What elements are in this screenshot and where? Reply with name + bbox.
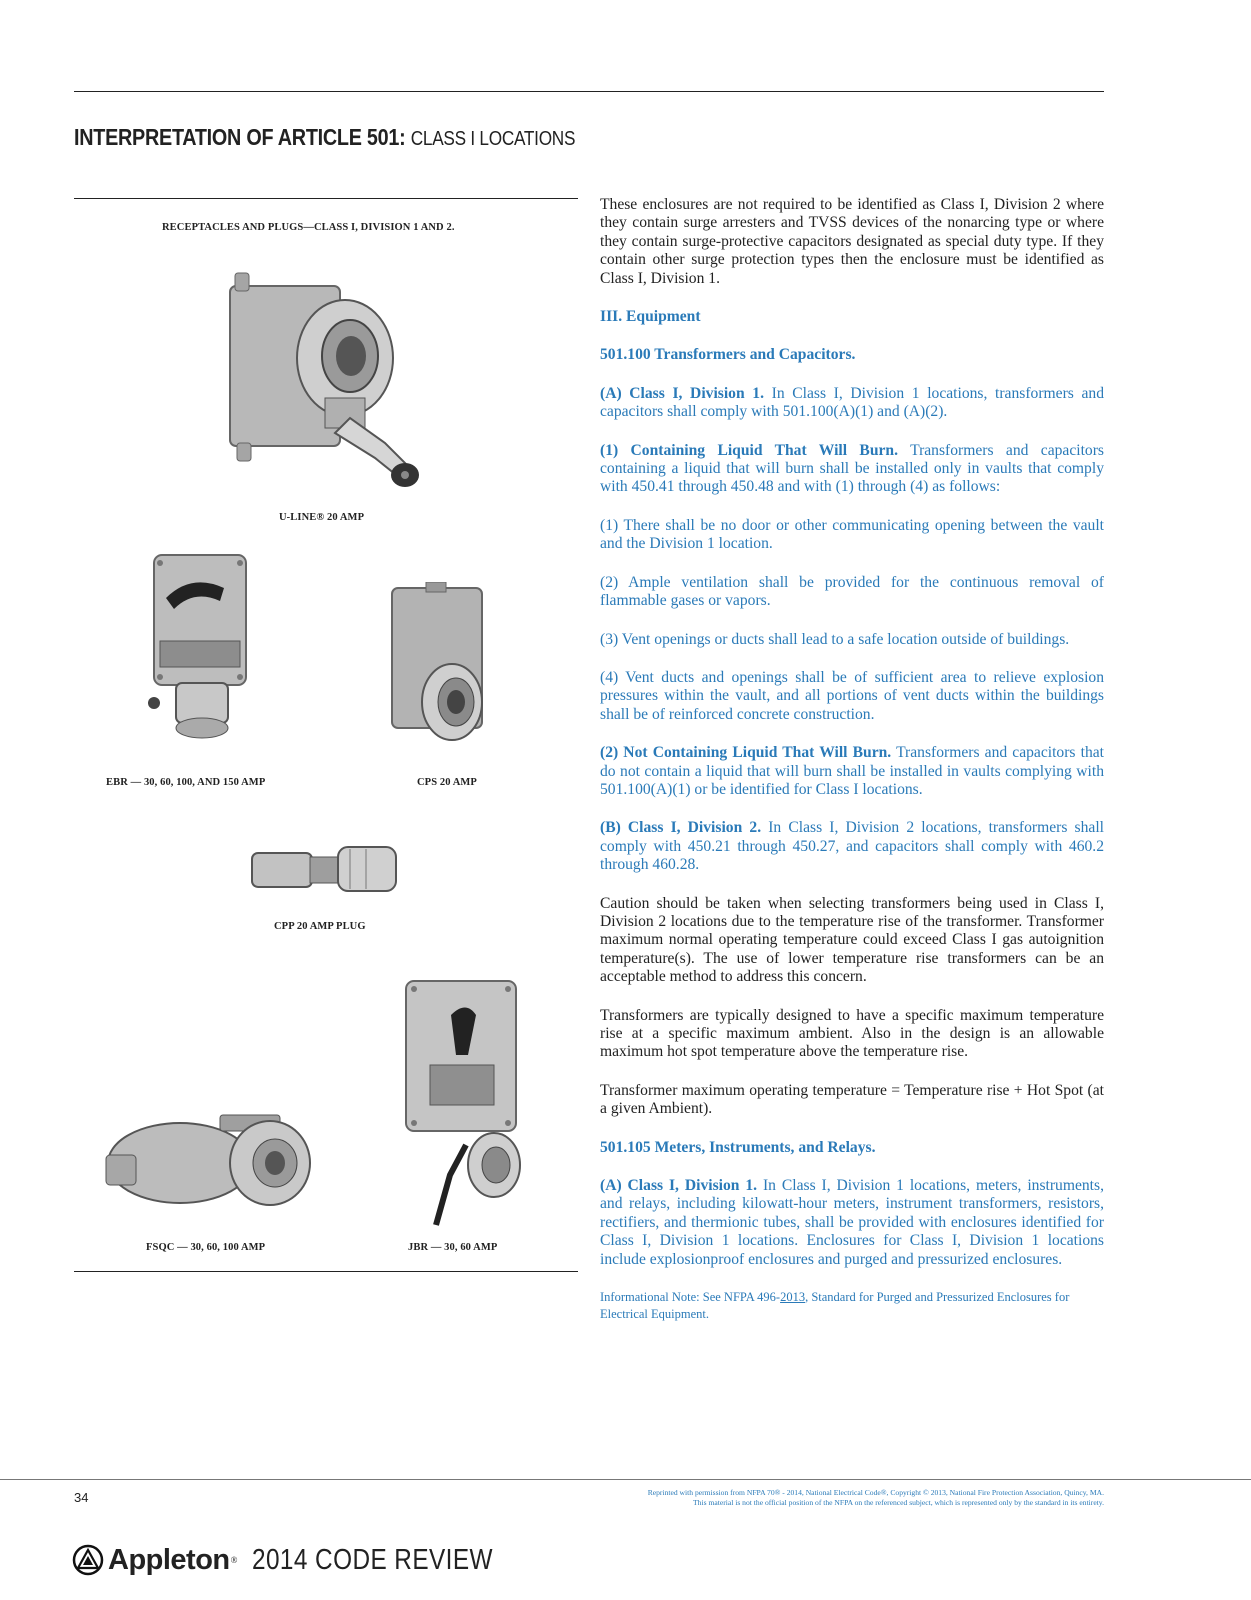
reprint-notice — [648, 1488, 1104, 1508]
informational-note-pre: Informational Note: See NFPA 496- — [600, 1290, 781, 1305]
subsection-b-text: In Class I, Division 2 locations, transformers shall comply with 450.21 through 450.27, and capacitors shall comply with 460.2 through 460.28. — [600, 819, 1104, 874]
cps-caption: CPS 20 AMP — [417, 777, 477, 788]
cps-receptacle-image — [388, 582, 486, 752]
reprint-line-2: This material is not the official position of the NFPA on the referenced subject, which is represented only by the standard in its entirety. — [693, 1498, 1104, 1507]
cpp-plug-image — [250, 843, 402, 895]
body-text-column — [600, 196, 1104, 1343]
uline-receptacle-image — [225, 268, 425, 498]
footer-rule — [0, 1479, 1251, 1480]
subsection-b-paragraph — [600, 819, 1104, 874]
informational-note-post: , Standard for Purged and Pressurized Enclosures for Electrical Equipment. — [600, 1290, 1070, 1322]
page-title-light: CLASS I LOCATIONS — [410, 128, 576, 150]
subsection-a-heading: (A) Class I, Division 1. — [600, 384, 764, 402]
jbr-caption: JBR — 30, 60 AMP — [408, 1242, 498, 1253]
fsqc-caption: FSQC — 30, 60, 100 AMP — [146, 1242, 266, 1253]
subsection-2-text: Transformers and capacitors that do not contain a liquid that will burn shall be installed in vaults complying with 501.100(A)(1) or be identified for Class I locations. — [600, 744, 1105, 798]
top-rule — [74, 91, 1104, 92]
subsection-a2-text: In Class I, Division 1 locations, meters, instruments, and relays, including kilowatt-hour meters, instrument transformers, resistors, rectifiers, and thermionic tubes, shall be provided with enclosures identified for Class I, Division 1 locations. Enclosures for Class I, Division 1 locations include explosionproof enclosures and purged and pressurized enclosures. — [600, 1177, 1104, 1268]
brand-name: Appleton — [108, 1543, 230, 1576]
subsection-2-paragraph — [600, 744, 1104, 799]
list-item-3: (3) Vent openings or ducts shall lead to a safe location outside of buildings. — [600, 630, 1070, 648]
uline-caption: U-LINE® 20 AMP — [279, 512, 365, 523]
appleton-logo-icon — [72, 1544, 104, 1576]
subsection-a-text: In Class I, Division 1 locations, transformers and capacitors shall comply with 501.100(A)(1) and (A)(2). — [600, 384, 1104, 421]
list-item-4: (4) Vent ducts and openings shall be of sufficient area to relieve explosion pressures within the vault, and all portions of vent ducts within the buildings shall be of reinforced concrete construction. — [600, 668, 1104, 723]
informational-note-year: 2013 — [780, 1290, 806, 1305]
caution-paragraph: Caution should be taken when selecting transformers being used in Class I, Division 2 locations due to the temperature rise of the transformer. Transformer maximum normal operating temperature could exceed Class I gas autoignition temperature(s). The use of lower temperature rise transformers can be an acceptable method to address this concern. — [600, 894, 1104, 986]
informational-note — [600, 1289, 1104, 1323]
cpp-caption: CPP 20 AMP PLUG — [274, 921, 366, 932]
typical-design-paragraph: Transformers are typically designed to have a specific maximum temperature rise at a specific maximum ambient. Also in the design is an allowable maximum hot spot temperature above the temperature rise. — [600, 1006, 1104, 1061]
ebr-caption: EBR — 30, 60, 100, AND 150 AMP — [106, 777, 266, 788]
formula-paragraph: Transformer maximum operating temperature = Temperature rise + Hot Spot (at a given Ambient). — [600, 1081, 1104, 1118]
intro-paragraph: These enclosures are not required to be identified as Class I, Division 2 where they contain surge arresters and TVSS devices of the nonarcing type or where they contain surge-protective capacitors designated as special duty type. If they contain other surge protection types then the enclosure must be identified as Class I, Division 1. — [600, 196, 1104, 287]
subsection-2-heading: (2) Not Containing Liquid That Will Burn. — [600, 744, 892, 762]
subsection-1-text: Transformers and capacitors containing a liquid that will burn shall be installed only in vaults that comply with 450.41 through 450.48 and with (1) through (4) as follows: — [600, 441, 1104, 496]
figures-top-rule — [74, 198, 578, 199]
brand-registered-mark: ® — [230, 1555, 238, 1565]
section-501-105-heading: 501.105 Meters, Instruments, and Relays. — [600, 1138, 876, 1156]
code-review-title: 2014 CODE REVIEW — [251, 1543, 493, 1576]
section-iii-heading: III. Equipment — [600, 308, 701, 326]
subsection-1-paragraph — [600, 442, 1104, 497]
list-item-1: (1) There shall be no door or other communicating opening between the vault and the Division 1 location. — [600, 516, 1104, 553]
subsection-1-heading: (1) Containing Liquid That Will Burn. — [600, 441, 898, 459]
fsqc-receptacle-image — [100, 1103, 322, 1215]
page-title — [74, 124, 575, 151]
page-title-bold: INTERPRETATION OF ARTICLE 501: — [74, 124, 406, 150]
subsection-b-heading: (B) Class I, Division 2. — [600, 819, 762, 837]
subsection-a2-paragraph — [600, 1177, 1104, 1269]
footer-brand — [72, 1540, 538, 1580]
subsection-a2-heading: (A) Class I, Division 1. — [600, 1177, 758, 1195]
reprint-line-1: Reprinted with permission from NFPA 70® - 2014, National Electrical Code®, Copyright © 2013, National Fire Protection Association, Quincy, MA. — [647, 1488, 1104, 1497]
figures-bottom-rule — [74, 1271, 578, 1272]
ebr-receptacle-image — [146, 553, 250, 741]
jbr-receptacle-image — [396, 975, 526, 1229]
page-number: 34 — [74, 1490, 89, 1505]
section-501-100-heading: 501.100 Transformers and Capacitors. — [600, 346, 856, 364]
list-item-2: (2) Ample ventilation shall be provided for the continuous removal of flammable gases or vapors. — [600, 573, 1104, 610]
subsection-a-paragraph — [600, 385, 1104, 422]
figures-section-title: RECEPTACLES AND PLUGS—CLASS I, DIVISION 1 AND 2. — [162, 222, 455, 233]
